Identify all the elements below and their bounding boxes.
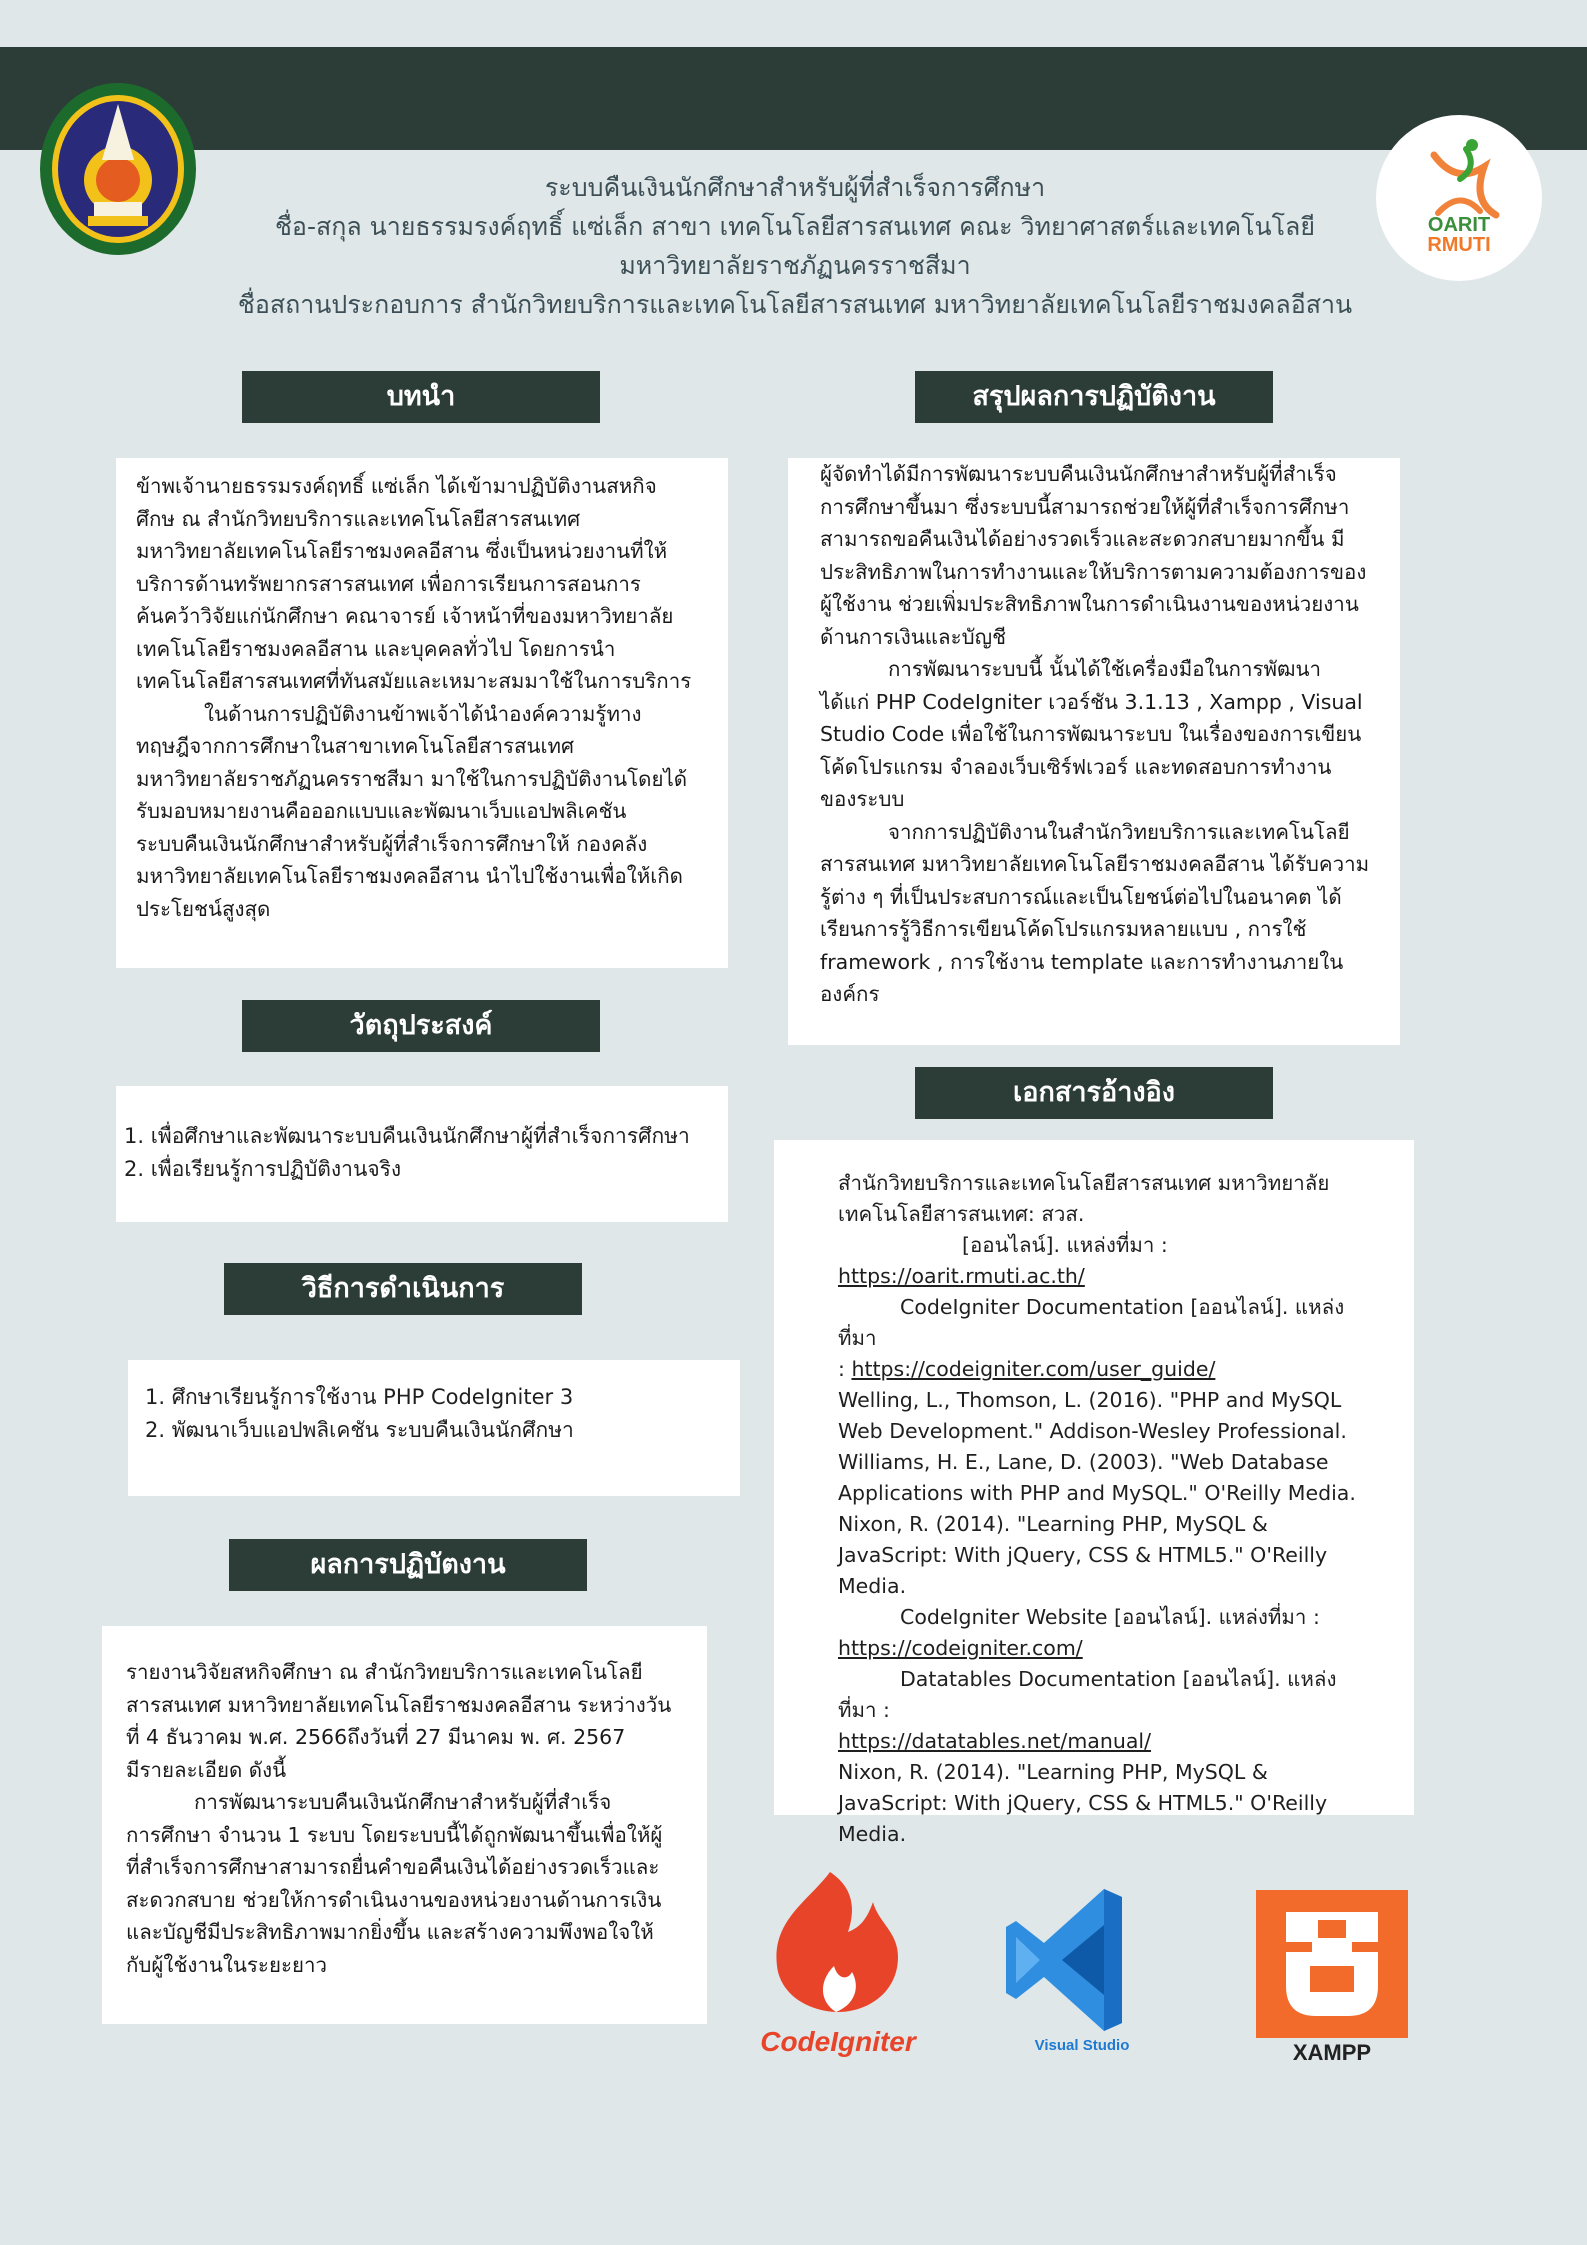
- results-line: กับผู้ใช้งานในระยะยาว: [126, 1952, 327, 1977]
- ref-link[interactable]: https://oarit.rmuti.ac.th/: [838, 1264, 1085, 1288]
- objective-item: 2. เพื่อเรียนรู้การปฏิบัติงานจริง: [124, 1157, 402, 1181]
- codeigniter-label: CodeIgniter: [760, 2026, 916, 2057]
- results-line: ที่สำเร็จการศึกษาสามารถยื่นคำขอคืนเงินได้อย่างรวดเร็วและ: [126, 1855, 660, 1879]
- results-line: มีรายละเอียด ดังนี้: [126, 1757, 287, 1782]
- ref-line: สำนักวิทยบริการและเทคโนโลยีสารสนเทศ มหาวิทยาลัย: [838, 1171, 1330, 1195]
- results-line: สารสนเทศ มหาวิทยาลัยเทคโนโลยีราชมงคลอีสาน ระหว่างวัน: [126, 1692, 672, 1717]
- summary-line: จากการปฏิบัติงานในสำนักวิทยบริการและเทคโนโลยี: [888, 819, 1350, 844]
- heading-intro: บทนำ: [242, 371, 600, 423]
- results-line: รายงานวิจัยสหกิจศึกษา ณ สำนักวิทยบริการและเทคโนโลยี: [126, 1660, 643, 1684]
- oarit-text: OARIT: [1427, 214, 1491, 236]
- ref-line: Nixon, R. (2014). "Learning PHP, MySQL &: [838, 1760, 1268, 1784]
- summary-line: Studio Code เพื่อใช้ในการพัฒนาระบบ ในเรื่องของการเขียน: [820, 722, 1362, 746]
- summary-box: [788, 458, 1400, 1045]
- results-box: [102, 1626, 707, 2024]
- summary-line: ของระบบ: [820, 787, 905, 811]
- title-author: ชื่อ-สกุล นายธรรมรงค์ฤทธิ์ แซ่เล็ก สาขา เทคโนโลยีสารสนเทศ คณะ วิทยาศาสตร์และเทคโนโลยี: [274, 212, 1316, 241]
- intro-line: มหาวิทยาลัยเทคโนโลยีราชมงคลอีสาน ซึ่งเป็นหน่วยงานที่ให้: [136, 539, 668, 563]
- references-box: [774, 1140, 1414, 1846]
- intro-line: มหาวิทยาลัยเทคโนโลยีราชมงคลอีสาน นำไปใช้งานเพื่อให้เกิด: [136, 864, 683, 888]
- title-workplace: ชื่อสถานประกอบการ สำนักวิทยบริการและเทคโนโลยีสารสนเทศ มหาวิทยาลัยเทคโนโลยีราชมงคลอีสาน: [237, 290, 1353, 319]
- ref-line: Media.: [838, 1822, 907, 1846]
- ref-line: :: [838, 1357, 845, 1381]
- title-project: ระบบคืนเงินนักศึกษาสำหรับผู้ที่สำเร็จการศึกษา: [544, 173, 1046, 202]
- title-university: มหาวิทยาลัยราชภัฏนครราชสีมา: [619, 251, 971, 280]
- results-line: ที่ 4 ธันวาคม พ.ศ. 2566ถึงวันที่ 27 มีนาคม พ. ศ. 2567: [126, 1725, 626, 1749]
- methods-box: [128, 1360, 740, 1496]
- results-line: สะดวกสบาย ช่วยให้การดำเนินงานของหน่วยงานด้านการเงิน: [126, 1887, 662, 1912]
- heading-objectives: วัตถุประสงค์: [242, 1000, 600, 1052]
- rmuti-text: RMUTI: [1427, 234, 1491, 256]
- intro-line: ระบบคืนเงินนักศึกษาสำหรับผู้ที่สำเร็จการศึกษาให้ กองคลัง: [136, 831, 648, 856]
- summary-line: สามารถขอคืนเงินได้อย่างรวดเร็วและสะดวกสบายมากขึ้น มี: [820, 527, 1345, 551]
- intro-line: รับมอบหมายงานคือออกแบบและพัฒนาเว็บแอปพลิเคชัน: [136, 799, 627, 823]
- results-line: และบัญชีมีประสิทธิภาพมากยิ่งขึ้น และสร้างความพึงพอใจให้: [126, 1920, 654, 1944]
- results-line: การศึกษา จำนวน 1 ระบบ โดยระบบนี้ได้ถูกพัฒนาขึ้นเพื่อให้ผู้: [126, 1822, 663, 1847]
- intro-box: [116, 458, 728, 968]
- intro-line: มหาวิทยาลัยราชภัฏนครราชสีมา มาใช้ในการปฏิบัติงานโดยได้: [136, 766, 688, 791]
- summary-line: การศึกษาขึ้นมา ซึ่งระบบนี้สามารถช่วยให้ผู้ที่สำเร็จการศึกษา: [820, 494, 1350, 519]
- heading-results: ผลการปฏิบัตงาน: [229, 1539, 587, 1591]
- ref-line: Williams, H. E., Lane, D. (2003). "Web Database: [838, 1450, 1329, 1474]
- ref-line: JavaScript: With jQuery, CSS & HTML5." O'Reilly: [838, 1543, 1328, 1567]
- xampp-logo: [1256, 1890, 1408, 2065]
- objectives-box: [116, 1086, 728, 1222]
- summary-line: รู้ต่าง ๆ ที่เป็นประสบการณ์และเป็นโยชน์ต่อไปในอนาคต ได้: [820, 884, 1342, 909]
- intro-line: ประโยชน์สูงสุด: [136, 896, 271, 921]
- summary-line: โค้ดโปรแกรม จำลองเว็บเซิร์ฟเวอร์ และทดสอบการทำงาน: [820, 754, 1332, 779]
- ref-line: JavaScript: With jQuery, CSS & HTML5." O'Reilly: [838, 1791, 1328, 1815]
- intro-line: ทฤษฎีจากการศึกษาในสาขาเทคโนโลยีสารสนเทศ: [136, 734, 575, 758]
- ref-line: Welling, L., Thomson, L. (2016). "PHP and MySQL: [838, 1388, 1342, 1412]
- summary-line: ได้แก่ PHP CodeIgniter เวอร์ชัน 3.1.13 , Xampp , Visual: [820, 689, 1363, 714]
- xampp-label: XAMPP: [1292, 2040, 1372, 2065]
- ref-link[interactable]: https://codeigniter.com/: [838, 1636, 1083, 1660]
- ref-link[interactable]: https://codeigniter.com/user_guide/: [851, 1357, 1216, 1381]
- summary-line: สารสนเทศ มหาวิทยาลัยเทคโนโลยีราชมงคลอีสาน ได้รับความ: [820, 852, 1370, 876]
- objective-item: 1. เพื่อศึกษาและพัฒนาระบบคืนเงินนักศึกษาผู้ที่สำเร็จการศึกษา: [124, 1124, 690, 1148]
- ref-line: Media.: [838, 1574, 907, 1598]
- summary-line: ด้านการเงินและบัญชี: [820, 624, 1006, 649]
- ref-line: Web Development." Addison-Wesley Professional.: [838, 1419, 1347, 1443]
- visual-studio-logo: [992, 1885, 1172, 2055]
- summary-line: ผู้จัดทำได้มีการพัฒนาระบบคืนเงินนักศึกษาสำหรับผู้ที่สำเร็จ: [820, 462, 1337, 486]
- heading-summary: สรุปผลการปฏิบัติงาน: [915, 371, 1273, 423]
- summary-line: framework , การใช้งาน template และการทำงานภายใน: [820, 949, 1344, 974]
- ref-line: Datatables Documentation [ออนไลน์]. แหล่งที่มา :: [838, 1667, 1337, 1722]
- intro-line: ในด้านการปฏิบัติงานข้าพเจ้าได้นำองค์ความรู้ทาง: [204, 701, 642, 726]
- ref-line: เทคโนโลยีสารสนเทศ: สวส.: [838, 1202, 1085, 1226]
- intro-line: บริการด้านทรัพยากรสารสนเทศ เพื่อการเรียนการสอนการ: [136, 571, 641, 596]
- intro-line: เทคโนโลยีราชมงคลอีสาน และบุคคลทั่วไป โดยการนำ: [136, 636, 616, 661]
- summary-line: การพัฒนาระบบนี้ นั้นได้ใช้เครื่องมือในการพัฒนา: [888, 657, 1322, 681]
- heading-methods: วิธีการดำเนินการ: [224, 1263, 582, 1315]
- intro-line: เทคโนโลยีสารสนเทศที่ทันสมัยและเหมาะสมมาใช้ในการบริการ: [136, 669, 692, 693]
- summary-line: ประสิทธิภาพในการทำงานและให้บริการตามความต้องการของ: [820, 559, 1367, 584]
- method-item: 1. ศึกษาเรียนรู้การใช้งาน PHP CodeIgniter 3: [145, 1385, 574, 1409]
- codeigniter-logo: [748, 1862, 928, 2062]
- intro-line: ค้นคว้าวิจัยแก่นักศึกษา คณาจารย์ เจ้าหน้าที่ของมหาวิทยาลัย: [136, 604, 674, 628]
- summary-line: องค์กร: [820, 982, 880, 1006]
- summary-line: ผู้ใช้งาน ช่วยเพิ่มประสิทธิภาพในการดำเนินงานของหน่วยงาน: [820, 592, 1359, 616]
- intro-line: ข้าพเจ้านายธรรมรงค์ฤทธิ์ แซ่เล็ก ได้เข้ามาปฏิบัติงานสหกิจ: [136, 474, 657, 498]
- method-item: 2. พัฒนาเว็บแอปพลิเคชัน ระบบคืนเงินนักศึกษา: [145, 1418, 574, 1442]
- header-band: [0, 47, 1587, 150]
- ref-line: CodeIgniter Documentation [ออนไลน์]. แหล่งที่มา: [838, 1295, 1345, 1350]
- ref-line: Nixon, R. (2014). "Learning PHP, MySQL &: [838, 1512, 1268, 1536]
- ref-line: CodeIgniter Website [ออนไลน์]. แหล่งที่มา :: [900, 1605, 1320, 1629]
- ref-link[interactable]: https://datatables.net/manual/: [838, 1729, 1152, 1753]
- ref-line: Applications with PHP and MySQL." O'Reilly Media.: [838, 1481, 1356, 1505]
- heading-references: เอกสารอ้างอิง: [915, 1067, 1273, 1119]
- results-line: การพัฒนาระบบคืนเงินนักศึกษาสำหรับผู้ที่สำเร็จ: [194, 1790, 612, 1814]
- visual-studio-label: Visual Studio: [1034, 2037, 1130, 2054]
- poster-title: [160, 168, 1430, 324]
- ref-line: [ออนไลน์]. แหล่งที่มา :: [962, 1233, 1168, 1257]
- intro-line: ศึกษ ณ สำนักวิทยบริการและเทคโนโลยีสารสนเทศ: [136, 506, 581, 531]
- summary-line: เรียนการรู้วิธีการเขียนโค้ดโปรแกรมหลายแบบ , การใช้: [820, 917, 1307, 941]
